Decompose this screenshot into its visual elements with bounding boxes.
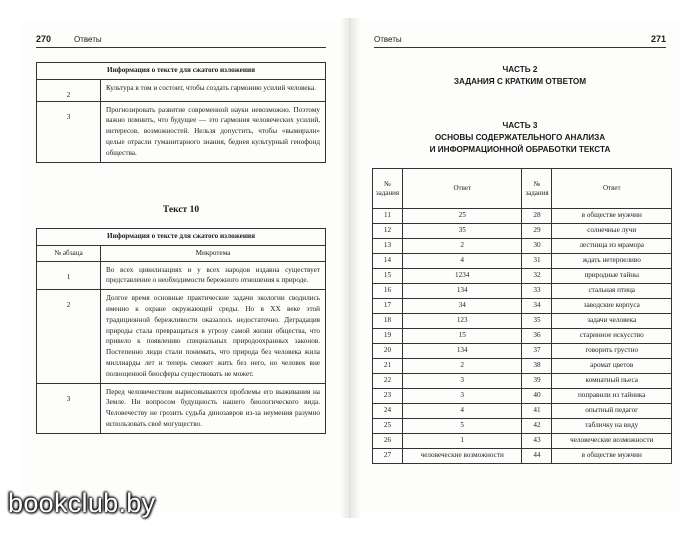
answer-value: опытный педагог [552,404,672,419]
task-number: 23 [373,389,403,404]
answer-value: стальная птица [552,284,672,299]
info-table-2 [36,228,326,434]
table-row [373,389,672,404]
info-table-1 [36,62,326,163]
answers-table [372,168,672,464]
task-number: 19 [373,329,403,344]
task-number: 25 [373,419,403,434]
table-caption-row [37,63,326,80]
microtheme-text: Прогнозировать развитие современной науки невозможно. Поэтому важно помнить, что будущее — это гармония человеческих усилий, интересов, возможностей. Нельзя допустить, чтобы «вымирали» целые отрасли гуманитарного знания, беднея культурный генофонд общества. [101,101,326,162]
task-number: 18 [373,314,403,329]
column-header-task-number: № задания [373,169,403,209]
answer-value: 15 [402,329,522,344]
task-number: 38 [522,359,552,374]
table-row [37,290,326,383]
table-row [373,299,672,314]
table-row [37,101,326,162]
task-number: 20 [373,344,403,359]
task-number: 11 [373,209,403,224]
table-row [373,224,672,239]
task-number: 28 [522,209,552,224]
answer-value: человеческие возможности [552,434,672,449]
task-number: 30 [522,239,552,254]
task-number: 29 [522,224,552,239]
right-running-title: Ответы [374,35,402,44]
task-number: 35 [522,314,552,329]
table-row [373,404,672,419]
table-row [373,344,672,359]
left-page [22,22,340,512]
answer-value: 4 [402,254,522,269]
task-number: 44 [522,449,552,464]
right-page [360,22,680,512]
paragraph-number: 2 [37,79,101,101]
table-row [373,314,672,329]
task-number: 27 [373,449,403,464]
answer-value: солнечные лучи [552,224,672,239]
table-row [373,239,672,254]
microtheme-text: Перед человечеством вырисовываются проблемы его выживания на Земле. Ни вопросом будущность нашего биологического вида. Человечеству не грозить судьба динозавров из-за неумения разумно использовать своё могущество. [101,383,326,433]
answer-value: 1 [402,434,522,449]
table-caption-row [37,229,326,246]
answer-value: лестница из мрамора [552,239,672,254]
table-row [373,254,672,269]
right-page-number: 271 [650,34,666,44]
answer-value: в обществе мужчин [552,209,672,224]
right-running-head [374,34,666,48]
microtheme-text: Во всех цивилизациях и у всех народов издавна существует представление о необходимости бережного отношения к природе. [101,261,326,290]
task-number: 33 [522,284,552,299]
answers-body [373,209,672,464]
table-row [373,209,672,224]
answer-value: человеческие возможности [402,449,522,464]
left-running-head [36,34,326,48]
column-header-answer: Ответ [402,169,522,209]
answer-value: комнатный пьеса [552,374,672,389]
table-row [37,383,326,433]
task-number: 26 [373,434,403,449]
answer-value: 5 [402,419,522,434]
answer-value: старинное искусство [552,329,672,344]
answer-value: 1234 [402,269,522,284]
column-header-number: № абзаца [37,245,101,261]
microtheme-text: Долгое время основные практические задачи экологии сводились именно к охране окружающей среды. Но в XX веке этой традиционной бережливости оказалось недостаточно. Деградация природы стала превращаться в угрозу самой жизни общества, что привело к появлению специальных природоохранных законов. Постепенно люди стали понимать, что природа без человека жила миллиарды лет и теперь сможет жить без него, но человек вне полноценной биосферы существовать не может. [101,290,326,383]
table-header-row [373,169,672,209]
paragraph-number: 3 [37,101,101,162]
task-number: 16 [373,284,403,299]
answer-value: 134 [402,344,522,359]
column-header-microtheme: Микротема [101,245,326,261]
task-number: 21 [373,359,403,374]
left-running-title: Ответы [74,35,102,44]
answer-value: поправили из тайника [552,389,672,404]
answer-value: ждать нетерпеливо [552,254,672,269]
task-number: 24 [373,404,403,419]
part-title-line: ЧАСТЬ 2 [502,65,538,74]
task-number: 41 [522,404,552,419]
table-row [373,449,672,464]
left-page-number: 270 [36,34,52,44]
table-row [37,79,326,101]
paragraph-number: 3 [37,383,101,433]
task-number: 32 [522,269,552,284]
table-caption: Информация о тексте для сжатого изложения [37,229,326,246]
task-number: 31 [522,254,552,269]
table-row [373,434,672,449]
book-gutter [340,18,360,518]
text-heading: Текст 10 [162,205,200,215]
answer-value: 3 [402,374,522,389]
microtheme-text: Культура в том и состоит, чтобы создать гармонию усилий человека. [101,79,326,101]
answer-value: говорить грустно [552,344,672,359]
answer-value: 34 [402,299,522,314]
task-number: 43 [522,434,552,449]
part-heading [360,64,680,88]
answer-value: природные тайны [552,269,672,284]
table-header-row [37,245,326,261]
answer-value: 123 [402,314,522,329]
section-title-line: И ИНФОРМАЦИОННОЙ ОБРАБОТКИ ТЕКСТА [429,145,611,154]
table-row [37,261,326,290]
answer-value: 134 [402,284,522,299]
answer-value: задачи человека [552,314,672,329]
task-number: 17 [373,299,403,314]
section-title-line: ЧАСТЬ 3 [502,121,538,130]
task-number: 36 [522,329,552,344]
task-number: 12 [373,224,403,239]
table-row [373,284,672,299]
part-title-line: ЗАДАНИЯ С КРАТКИМ ОТВЕТОМ [453,77,587,86]
paragraph-number: 1 [37,261,101,290]
task-number: 40 [522,389,552,404]
table-row [373,359,672,374]
task-number: 14 [373,254,403,269]
task-number: 34 [522,299,552,314]
watermark-logo: bookclub.by [8,488,156,518]
task-number: 13 [373,239,403,254]
task-number: 39 [522,374,552,389]
answer-value: в обществе мужчин [552,449,672,464]
table-row [373,419,672,434]
answer-value: 2 [402,239,522,254]
task-number: 22 [373,374,403,389]
answer-value: заводские корпуса [552,299,672,314]
table-row [373,329,672,344]
answer-value: аромат цветов [552,359,672,374]
answer-value: 4 [402,404,522,419]
section-heading [360,120,680,156]
table-row [373,374,672,389]
answer-value: 2 [402,359,522,374]
section-title-line: ОСНОВЫ СОДЕРЖАТЕЛЬНОГО АНАЛИЗА [434,133,606,142]
paragraph-number: 2 [37,290,101,383]
task-number: 15 [373,269,403,284]
answer-value: табличку на виду [552,419,672,434]
task-number: 42 [522,419,552,434]
task-number: 37 [522,344,552,359]
column-header-task-number: № задания [522,169,552,209]
answer-value: 3 [402,389,522,404]
table-row [373,269,672,284]
answer-value: 25 [402,209,522,224]
column-header-answer: Ответ [552,169,672,209]
table-caption: Информация о тексте для сжатого изложения [37,63,326,80]
answer-value: 35 [402,224,522,239]
